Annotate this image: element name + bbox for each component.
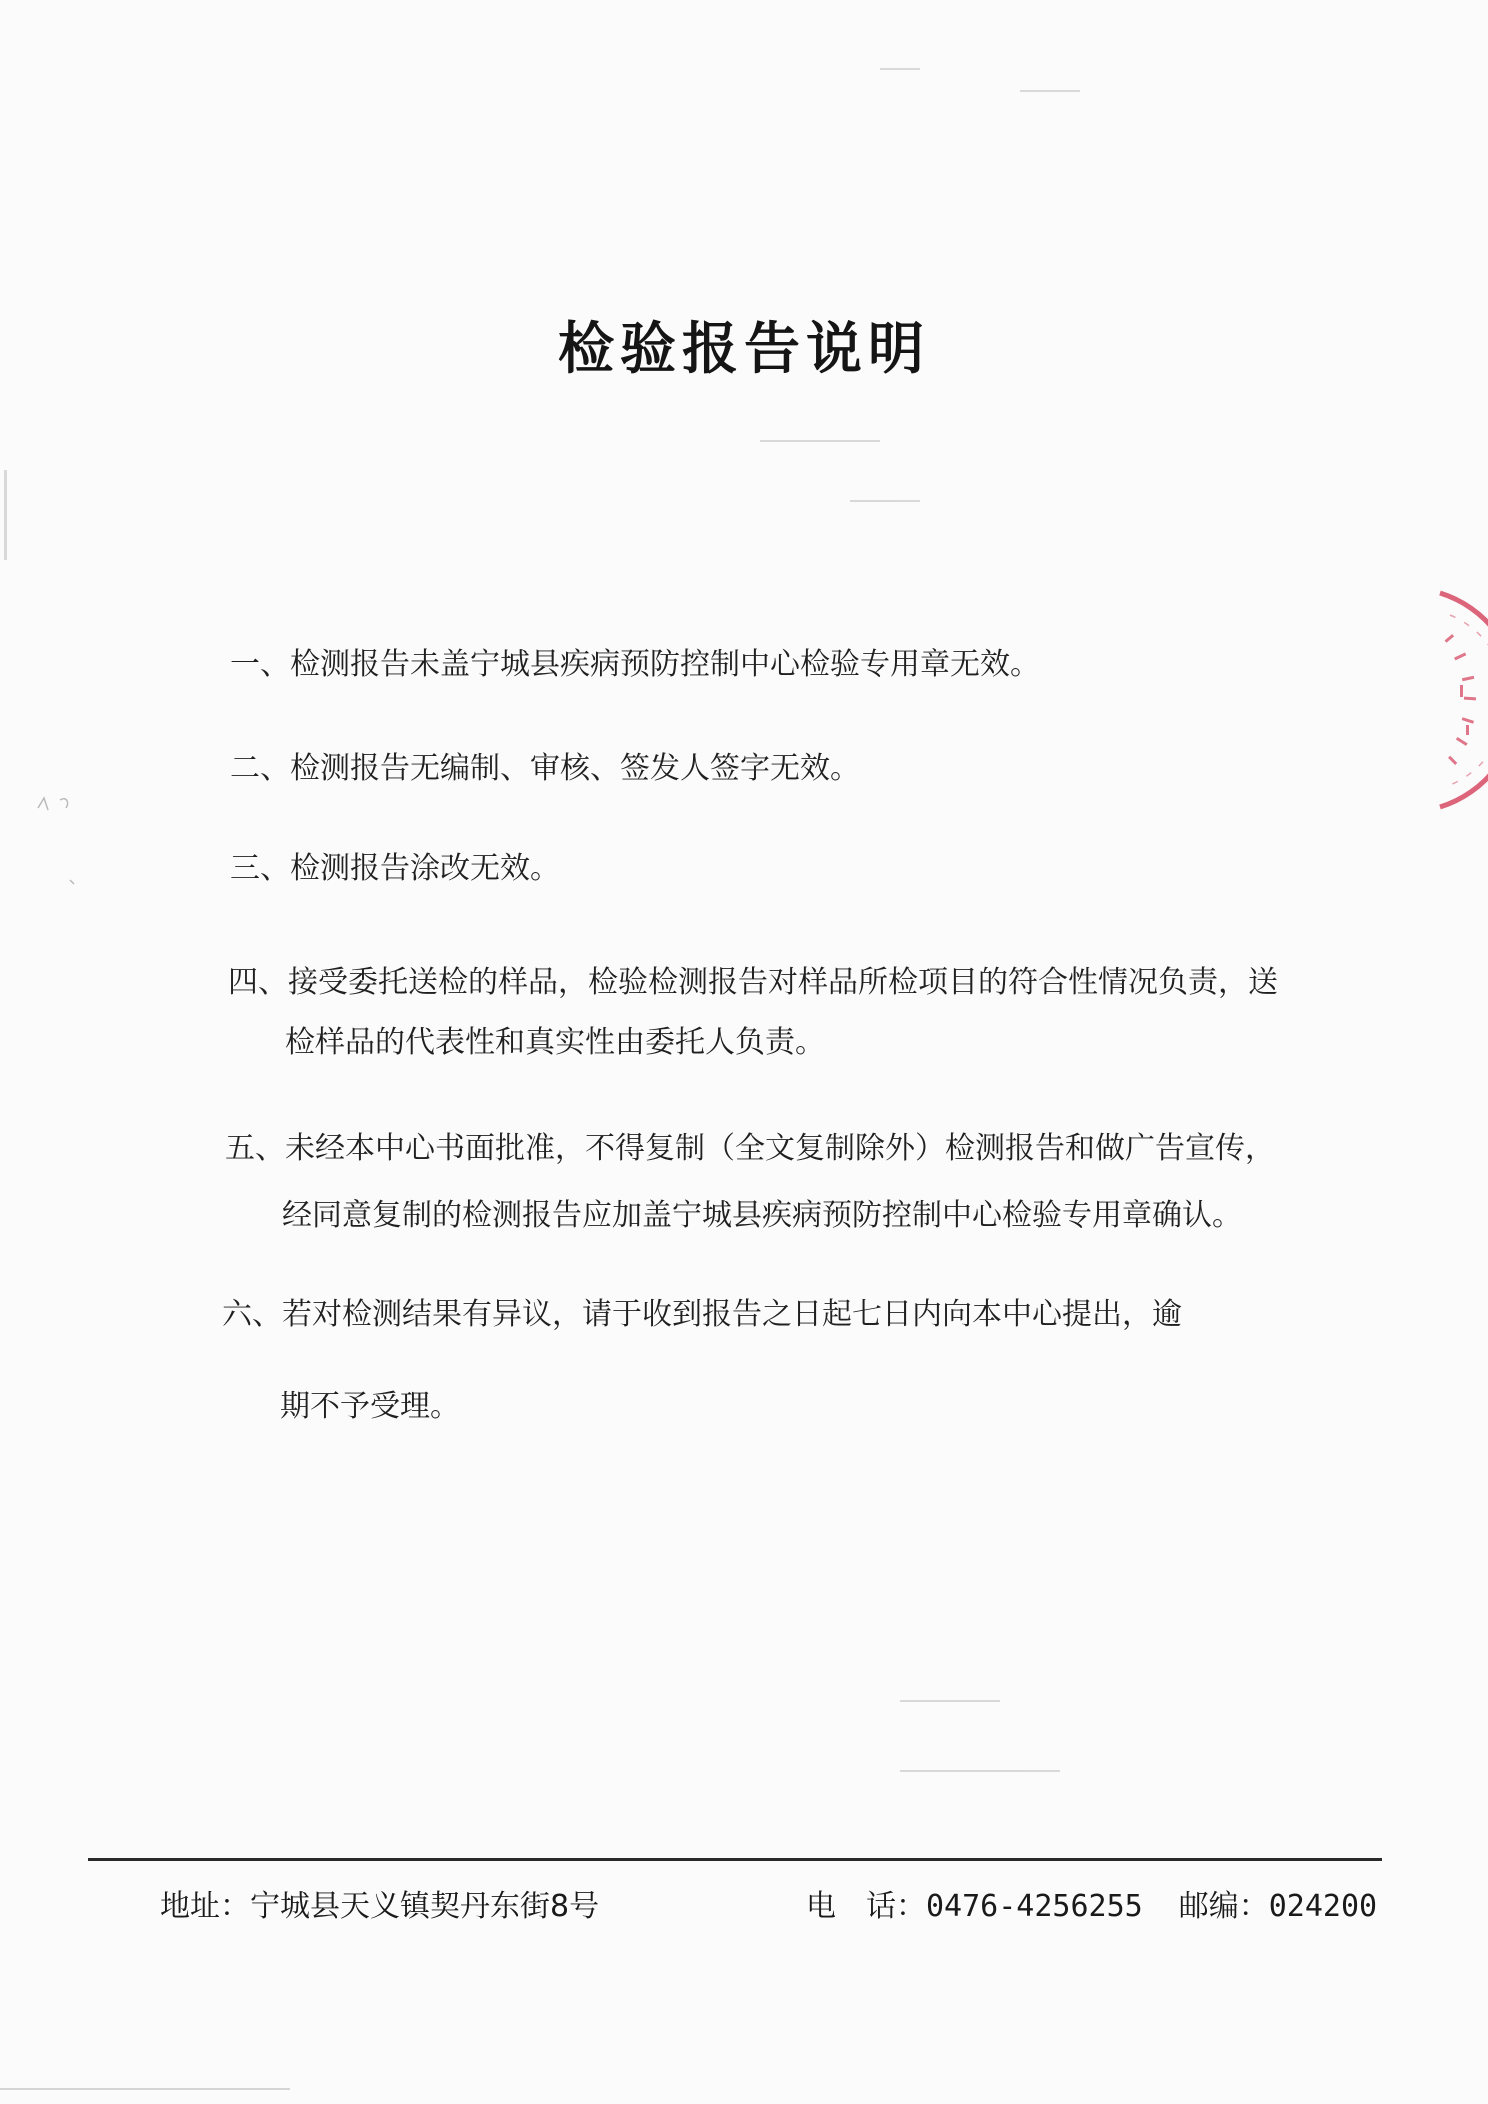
address-value: 宁城县天义镇契丹东街8号 (250, 1889, 600, 1924)
clause-3: 三、检测报告涂改无效。 (230, 851, 560, 886)
footer-contact (806, 1887, 1377, 1927)
phone-value: 0476-4256255 (926, 1889, 1143, 1924)
document-title: 检验报告说明 (558, 317, 930, 382)
clause-5-line-2: 经同意复制的检测报告应加盖宁城县疾病预防控制中心检验专用章确认。 (282, 1198, 1242, 1233)
clause-4-line-2: 检样品的代表性和真实性由委托人负责。 (285, 1025, 825, 1060)
footer-address (160, 1887, 599, 1927)
clause-2: 二、检测报告无编制、审核、签发人签字无效。 (230, 751, 860, 786)
clause-1: 一、检测报告未盖宁城县疾病预防控制中心检验专用章无效。 (230, 647, 1040, 682)
official-seal-icon (1420, 585, 1488, 815)
postcode-label: 邮编： (1178, 1889, 1269, 1924)
phone-label: 电 话： (806, 1889, 926, 1924)
postcode-value: 024200 (1268, 1889, 1378, 1924)
footer-divider (88, 1858, 1382, 1861)
clause-6-line-2: 期不予受理。 (280, 1389, 460, 1424)
clause-5-line-1: 五、未经本中心书面批准，不得复制（全文复制除外）检测报告和做广告宣传， (225, 1131, 1275, 1166)
address-label: 地址： (160, 1889, 250, 1924)
clause-6-line-1: 六、若对检测结果有异议，请于收到报告之日起七日内向本中心提出，逾 (222, 1297, 1182, 1332)
clause-4-line-1: 四、接受委托送检的样品，检验检测报告对样品所检项目的符合性情况负责，送 (228, 965, 1278, 1000)
